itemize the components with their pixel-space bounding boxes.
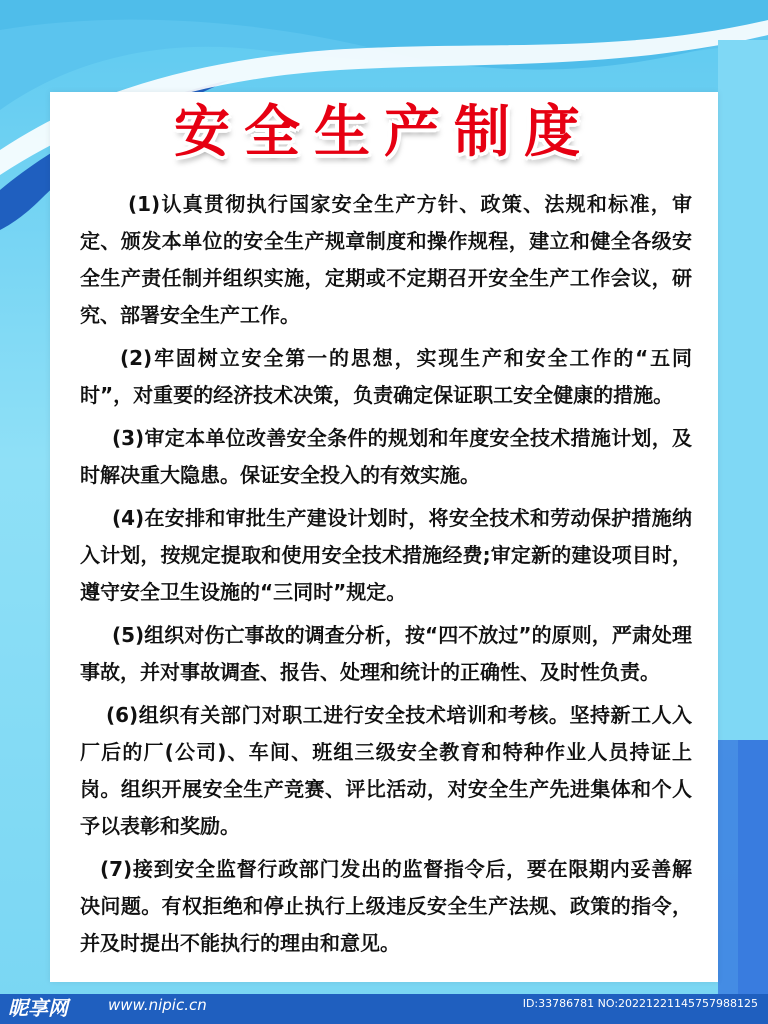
paragraph-5: (5)组织对伤亡事故的调查分析，按“四不放过”的原则，严肃处理事故，并对事故调查、报告、处理和统计的正确性、及时性负责。 bbox=[80, 623, 692, 684]
watermark-logo: 昵享网 bbox=[8, 996, 68, 1020]
page-title: 安全生产制度 bbox=[174, 100, 594, 165]
paragraph-1: (1)认真贯彻执行国家安全生产方针、政策、法规和标准，审定、颁发本单位的安全生产规章制度和操作规程，建立和健全各级安全生产责任制并组织实施，定期或不定期召开安全生产工作会议，研究、部署安全生产工作。 bbox=[80, 192, 692, 327]
paragraph-4: (4)在安排和审批生产建设计划时，将安全技术和劳动保护措施纳入计划，按规定提取和使用安全技术措施经费;审定新的建设项目时，遵守安全卫生设施的“三同时”规定。 bbox=[80, 506, 692, 604]
watermark-id: ID:33786781 NO:20221221145757988125 bbox=[522, 997, 758, 1010]
paragraph-6: (6)组织有关部门对职工进行安全技术培训和考核。坚持新工人入厂后的厂(公司)、车间、班组三级安全教育和特种作业人员持证上岗。组织开展安全生产竞赛、评比活动，对安全生产先进集体和个人予以表彰和奖励。 bbox=[80, 703, 692, 838]
paragraph-3: (3)审定本单位改善安全条件的规划和年度安全技术措施计划，及时解决重大隐患。保证安全投入的有效实施。 bbox=[80, 426, 692, 487]
watermark-url: www.nipic.cn bbox=[108, 996, 207, 1014]
regulation-body bbox=[80, 186, 692, 968]
paragraph-7: (7)接到安全监督行政部门发出的监督指令后，要在限期内妥善解决问题。有权拒绝和停止执行上级违反安全生产法规、政策的指令，并及时提出不能执行的理由和意见。 bbox=[80, 857, 692, 955]
paragraph-2: (2)牢固树立安全第一的思想，实现生产和安全工作的“五同时”，对重要的经济技术决策，负责确定保证职工安全健康的措施。 bbox=[80, 346, 692, 407]
